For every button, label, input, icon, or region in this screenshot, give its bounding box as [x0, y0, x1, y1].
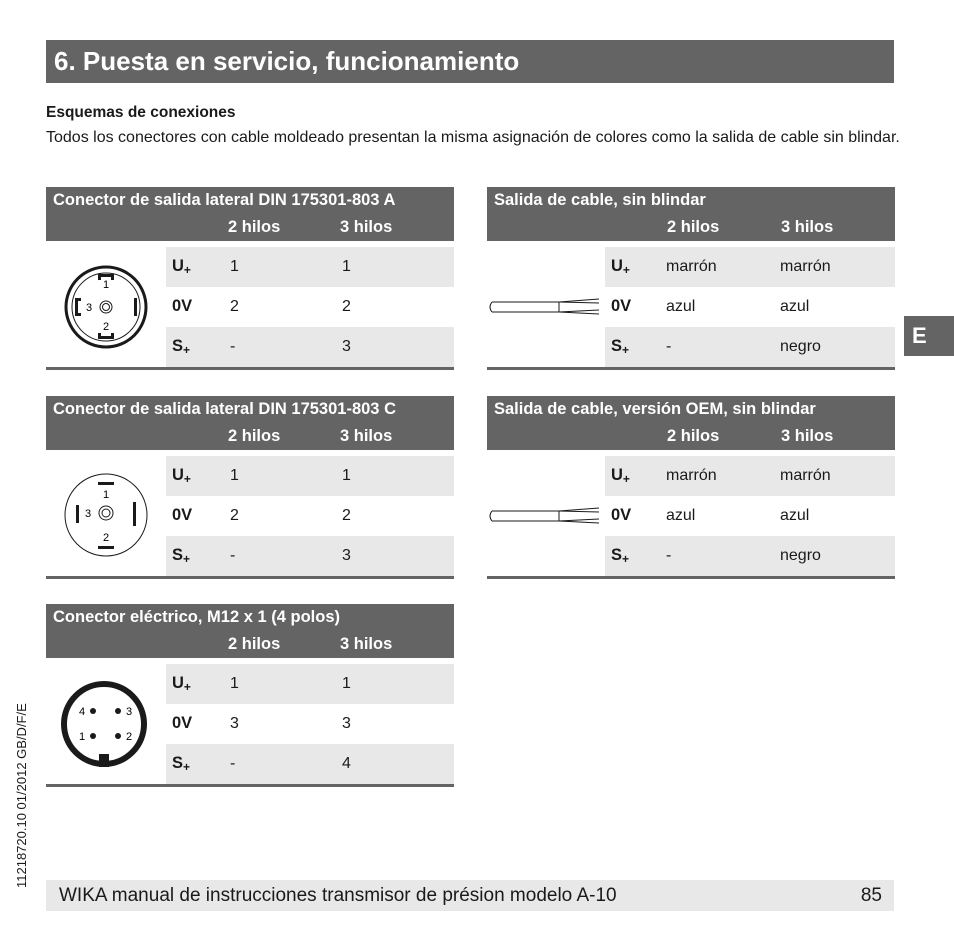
- footer: [46, 880, 894, 911]
- row-0v: 0V azul azul: [605, 287, 895, 327]
- block-m12: [46, 604, 454, 787]
- block-header: [487, 396, 895, 450]
- block-title: Salida de cable, sin blindar: [494, 191, 706, 209]
- row-s-plus: $S_+$ - 4: [166, 744, 454, 784]
- row-u-plus: $U_+$ marrón marrón: [605, 456, 895, 496]
- block-header: [46, 604, 454, 658]
- section-title: 6. Puesta en servicio, funcionamiento: [46, 40, 894, 83]
- pin-label: 1: [102, 489, 110, 501]
- row-u-plus: $U_+$ 1 1: [166, 247, 454, 287]
- page-number: 85: [860, 885, 882, 906]
- block-din-c: [46, 396, 454, 579]
- col-2-hilos: 2 hilos: [667, 427, 720, 445]
- row-0v: 0V 2 2: [166, 496, 454, 536]
- din-c-connector-icon: [46, 456, 166, 576]
- row-s-plus: $S_+$ - 3: [166, 327, 454, 367]
- row-0v: 0V 3 3: [166, 704, 454, 744]
- block-cable: [487, 187, 895, 370]
- col-2-hilos: 2 hilos: [667, 218, 720, 236]
- din-a-connector-icon: [46, 247, 166, 367]
- block-header: [487, 187, 895, 241]
- block-title: Conector de salida lateral DIN 175301-803 A: [53, 191, 396, 209]
- language-tab: E: [904, 316, 954, 356]
- block-header: [46, 187, 454, 241]
- pin-table: [487, 247, 895, 370]
- pin-label: 4: [78, 706, 86, 718]
- pin-label: 3: [84, 508, 92, 520]
- row-0v: 0V azul azul: [605, 496, 895, 536]
- row-s-plus: $S_+$ - negro: [605, 327, 895, 367]
- block-din-a: [46, 187, 454, 370]
- block-title: Conector eléctrico, M12 x 1 (4 polos): [53, 608, 340, 626]
- pin-table: [46, 664, 454, 787]
- sub-heading: Esquemas de conexiones: [46, 104, 236, 121]
- pin-table: [46, 456, 454, 579]
- block-title: Conector de salida lateral DIN 175301-803 C: [53, 400, 396, 418]
- row-s-plus: $S_+$ - 3: [166, 536, 454, 576]
- col-3-hilos: 3 hilos: [781, 218, 834, 236]
- col-3-hilos: 3 hilos: [340, 427, 393, 445]
- pin-table: [46, 247, 454, 370]
- pin-label: 1: [78, 731, 86, 743]
- document-code: 11218720.10 01/2012 GB/D/F/E: [14, 703, 29, 888]
- intro-paragraph: Todos los conectores con cable moldeado presentan la misma asignación de colores como la salida de cable sin blindar.: [46, 129, 900, 146]
- col-2-hilos: 2 hilos: [228, 218, 281, 236]
- col-3-hilos: 3 hilos: [340, 635, 393, 653]
- pin-label: 2: [102, 321, 110, 333]
- col-3-hilos: 3 hilos: [340, 218, 393, 236]
- pin-label: 2: [125, 731, 133, 743]
- col-2-hilos: 2 hilos: [228, 427, 281, 445]
- row-u-plus: $U_+$ 1 1: [166, 664, 454, 704]
- col-2-hilos: 2 hilos: [228, 635, 281, 653]
- m12-connector-icon: [46, 664, 166, 784]
- block-title: Salida de cable, versión OEM, sin blindar: [494, 400, 816, 418]
- row-0v: 0V 2 2: [166, 287, 454, 327]
- pin-label: 3: [85, 302, 93, 314]
- col-3-hilos: 3 hilos: [781, 427, 834, 445]
- pin-table: [487, 456, 895, 579]
- cable-icon: [487, 456, 607, 576]
- pin-label: 2: [102, 532, 110, 544]
- footer-text: WIKA manual de instrucciones transmisor de présion modelo A-10: [59, 885, 617, 906]
- pin-label: 1: [102, 279, 110, 291]
- cable-icon: [487, 247, 607, 367]
- row-u-plus: $U_+$ marrón marrón: [605, 247, 895, 287]
- row-s-plus: $S_+$ - negro: [605, 536, 895, 576]
- block-cable-oem: [487, 396, 895, 579]
- block-header: [46, 396, 454, 450]
- pin-label: 3: [125, 706, 133, 718]
- row-u-plus: $U_+$ 1 1: [166, 456, 454, 496]
